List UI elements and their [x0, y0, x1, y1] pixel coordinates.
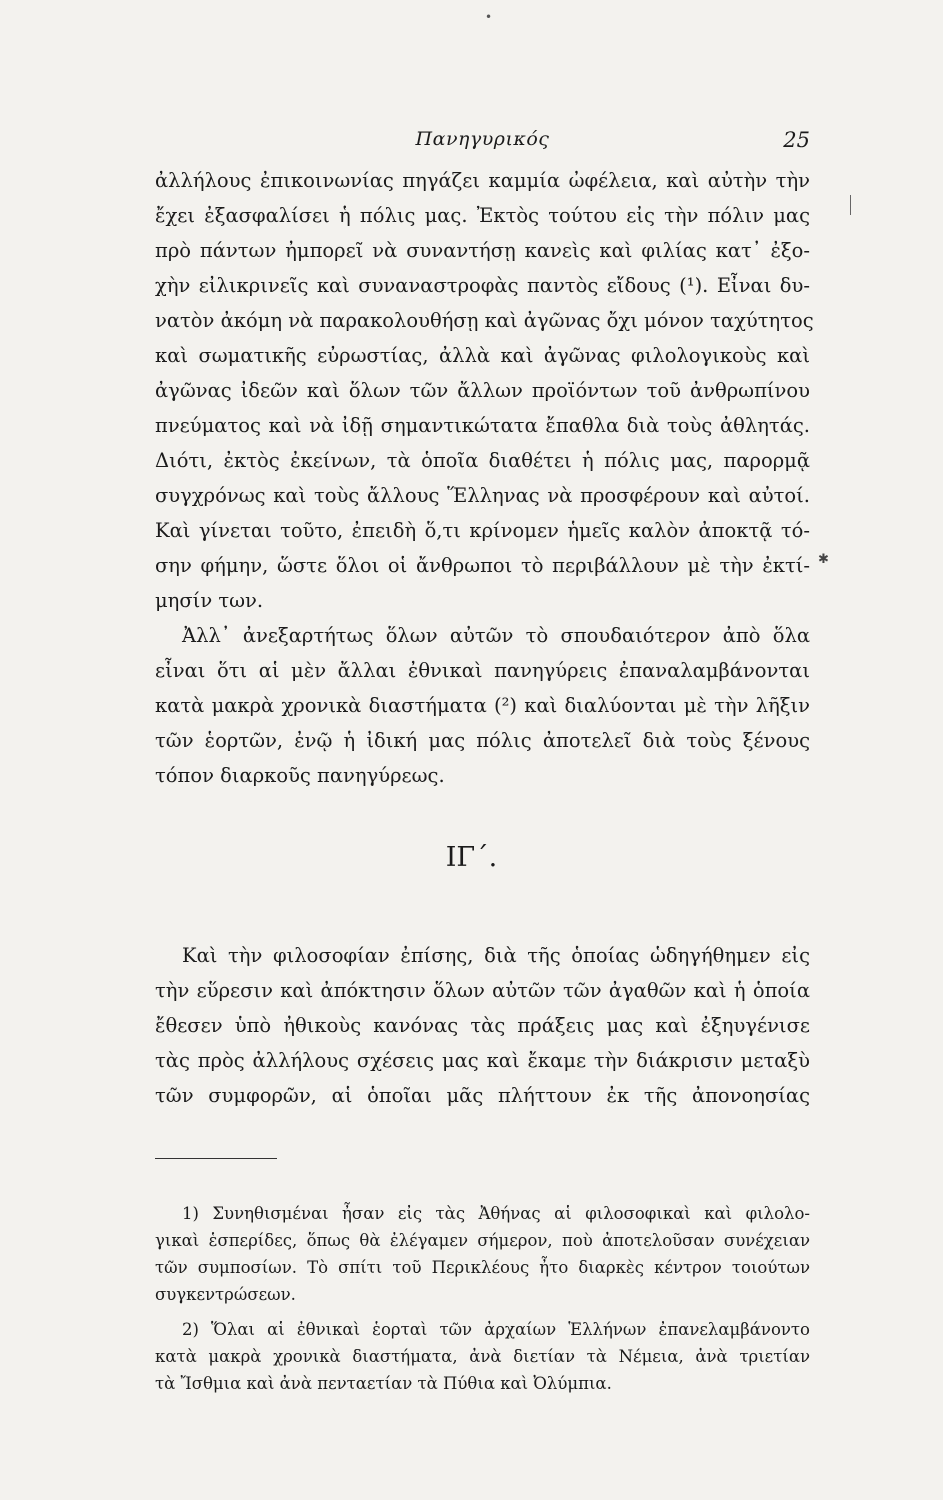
text-line: Ἀλλ᾿ ἀνεξαρτήτως ὅλων αὐτῶν τὸ σπουδαιότερον ἀπὸ ὅλα	[182, 624, 810, 647]
text-line: ἀγῶνας ἰδεῶν καὶ ὅλων τῶν ἄλλων προϊόντων τοῦ ἀνθρωπίνου	[155, 379, 810, 402]
text-line: ἔθεσεν ὑπὸ ἠθικοὺς κανόνας τὰς πράξεις μας καὶ ἐξηυγένισε	[155, 1014, 810, 1037]
text-line: νατὸν ἀκόμη νὰ παρακολουθήσῃ καὶ ἀγῶνας ὄχι μόνον ταχύτητος	[155, 309, 814, 332]
text-line: ἀλλήλους ἐπικοινωνίας πηγάζει καμμία ὠφέλεια, καὶ αὐτὴν τὴν	[155, 169, 810, 192]
footnote-line: τῶν συμποσίων. Τὸ σπίτι τοῦ Περικλέους ἦτο διαρκὲς κέντρον τοιούτων	[155, 1258, 810, 1277]
page-header	[155, 128, 810, 158]
page-number: 25	[783, 128, 810, 152]
text-line: σην φήμην, ὥστε ὅλοι οἱ ἄνθρωποι τὸ περιβάλλουν μὲ τὴν ἐκτί-	[155, 554, 810, 577]
text-line: τόπον διαρκοῦς πανηγύρεως.	[155, 764, 445, 787]
text-line: καὶ σωματικῆς εὐρωστίας, ἀλλὰ καὶ ἀγῶνας φιλολογικοὺς καὶ	[155, 344, 810, 367]
footnote-divider	[155, 1158, 277, 1159]
footnote-line: τὰ Ἴσθμια καὶ ἀνὰ πενταετίαν τὰ Πύθια καὶ Ὀλύμπια.	[155, 1374, 612, 1393]
margin-mark	[850, 195, 851, 215]
paragraph-2	[155, 618, 810, 793]
footnote-2	[155, 1316, 810, 1397]
text-line: συγχρόνως καὶ τοὺς ἄλλους Ἕλληνας νὰ προσφέρουν καὶ αὐτοί.	[155, 484, 810, 507]
text-line: Καὶ τὴν φιλοσοφίαν ἐπίσης, διὰ τῆς ὁποίας ὡδηγήθημεν εἰς	[182, 944, 810, 967]
footnotes	[155, 1200, 810, 1397]
text-line: τὰς πρὸς ἀλλήλους σχέσεις μας καὶ ἔκαμε τὴν διάκρισιν μεταξὺ	[155, 1049, 810, 1072]
text-line: μησίν των.	[155, 589, 264, 612]
footnote-1	[155, 1200, 810, 1308]
text-line: εἶναι ὅτι αἱ μὲν ἄλλαι ἐθνικαὶ πανηγύρεις ἐπαναλαμβάνονται	[155, 659, 810, 682]
paragraph-3	[155, 938, 810, 1113]
text-line: τῶν ἑορτῶν, ἐνῷ ἡ ἰδική μας πόλις ἀποτελεῖ διὰ τοὺς ξένους	[155, 729, 810, 752]
running-title: Πανηγυρικός	[415, 128, 550, 150]
text-line: τῶν συμφορῶν, αἱ ὁποῖαι μᾶς πλήττουν ἐκ τῆς ἀπονοησίας	[155, 1084, 810, 1107]
footnote-line: 1) Συνηθισμέναι ἦσαν εἰς τὰς Ἀθήνας αἱ φιλοσοφικαὶ καὶ φιλολο-	[182, 1204, 810, 1223]
footnote-line: συγκεντρώσεων.	[155, 1285, 296, 1304]
text-line: ἔχει ἐξασφαλίσει ἡ πόλις μας. Ἐκτὸς τούτου εἰς τὴν πόλιν μας	[155, 204, 810, 227]
text-line: πρὸ πάντων ἠμπορεῖ νὰ συναντήσῃ κανεὶς καὶ φιλίας κατ᾿ ἐξο-	[155, 239, 810, 262]
text-line: κατὰ μακρὰ χρονικὰ διαστήματα (²) καὶ διαλύονται μὲ τὴν λῆξιν	[155, 694, 810, 717]
main-text	[155, 163, 814, 793]
print-mark: •	[485, 10, 493, 24]
main-text-continued	[155, 938, 810, 1113]
footnote-line: κατὰ μακρὰ χρονικὰ διαστήματα, ἀνὰ διετίαν τὰ Νέμεια, ἀνὰ τριετίαν	[155, 1347, 810, 1366]
footnote-line: γικαὶ ἑσπερίδες, ὅπως θὰ ἐλέγαμεν σήμερον, ποὺ ἀποτελοῦσαν συνέχειαν	[155, 1231, 810, 1250]
section-heading: ΙΓ΄.	[445, 842, 498, 873]
text-line: Διότι, ἐκτὸς ἐκείνων, τὰ ὁποῖα διαθέτει ἡ πόλις μας, παρορμᾷ	[155, 449, 810, 472]
margin-dot: ✱	[818, 552, 829, 567]
text-line: πνεύματος καὶ νὰ ἰδῇ σημαντικώτατα ἔπαθλα διὰ τοὺς ἀθλητάς.	[155, 414, 810, 437]
text-line: τὴν εὕρεσιν καὶ ἀπόκτησιν ὅλων αὐτῶν τῶν ἀγαθῶν καὶ ἡ ὁποία	[155, 979, 810, 1002]
footnote-line: 2) Ὅλαι αἱ ἐθνικαὶ ἑορταὶ τῶν ἀρχαίων Ἑλλήνων ἐπανελαμβάνοντο	[182, 1320, 810, 1339]
paragraph-1	[155, 163, 814, 618]
text-line: χὴν εἰλικρινεῖς καὶ συναναστροφὰς παντὸς εἴδους (¹). Εἶναι δυ-	[155, 274, 810, 297]
text-line: Καὶ γίνεται τοῦτο, ἐπειδὴ ὅ,τι κρίνομεν ἡμεῖς καλὸν ἀποκτᾷ τό-	[155, 519, 810, 542]
